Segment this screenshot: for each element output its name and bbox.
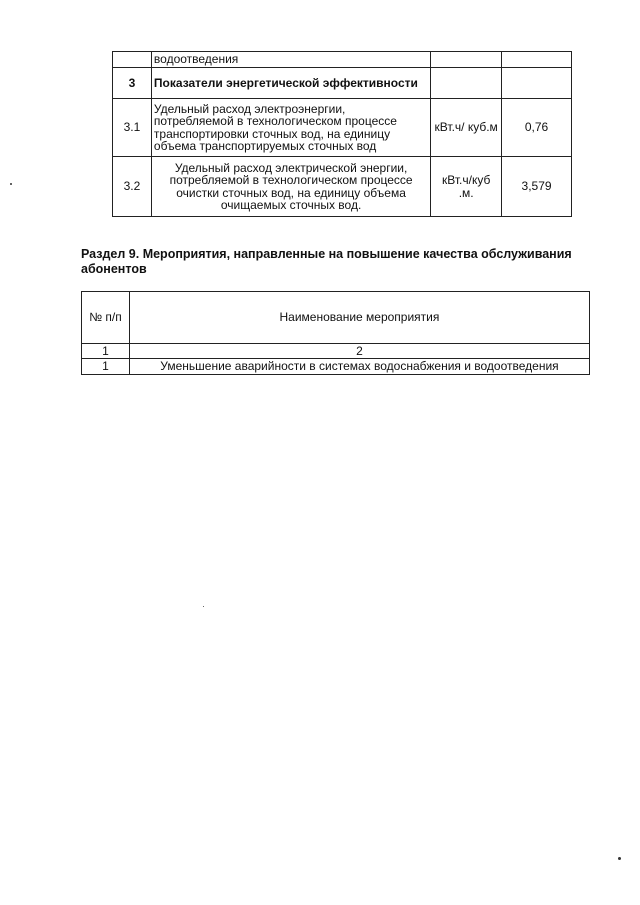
indicator-unit: кВт.ч/куб .м.	[431, 157, 502, 217]
measure-name: Уменьшение аварийности в системах водоснабжения и водоотведения	[129, 359, 589, 375]
table-row	[113, 68, 572, 99]
indicator-value: 0,76	[502, 99, 572, 157]
measures-table	[81, 291, 590, 375]
row-number: 3	[113, 68, 152, 99]
indicator-value: 3,579	[502, 157, 572, 217]
indicator-name: Удельный расход электроэнергии, потребляемой в технологическом процессе транспортировки сточных вод, на единицу объема транспортируемых сточных вод	[151, 99, 430, 157]
measure-number: 1	[82, 359, 130, 375]
header-name: Наименование мероприятия	[129, 292, 589, 344]
index-name: 2	[129, 344, 589, 359]
indicator-name: водоотведения	[151, 52, 430, 68]
row-number: 3.2	[113, 157, 152, 217]
indicators-table	[112, 51, 572, 217]
indicator-name: Удельный расход электрической энергии, потребляемой в технологическом процессе очистки сточных вод, на единицу объема очищаемых сточных вод.	[151, 157, 430, 217]
indicator-unit	[431, 52, 502, 68]
indicator-unit: кВт.ч/ куб.м	[431, 99, 502, 157]
table-row	[82, 359, 590, 375]
section-heading: Раздел 9. Мероприятия, направленные на повышение качества обслуживания абонентов	[81, 247, 572, 276]
header-number: № п/п	[82, 292, 130, 344]
indicator-group-name: Показатели энергетической эффективности	[151, 68, 430, 99]
table-row	[113, 157, 572, 217]
indicator-value	[502, 52, 572, 68]
scan-speck	[618, 857, 621, 860]
index-number: 1	[82, 344, 130, 359]
indicator-unit	[431, 68, 502, 99]
table-row	[113, 52, 572, 68]
scan-speck	[10, 183, 12, 185]
indicator-value	[502, 68, 572, 99]
row-number: 3.1	[113, 99, 152, 157]
table-index-row	[82, 344, 590, 359]
scan-speck	[203, 606, 204, 607]
table-header-row	[82, 292, 590, 344]
row-number	[113, 52, 152, 68]
table-row	[113, 99, 572, 157]
